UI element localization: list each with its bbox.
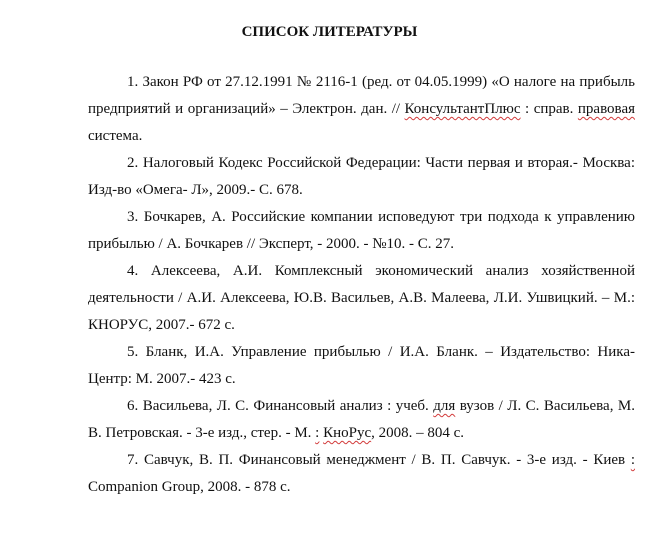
reference-item [88, 204, 635, 258]
reference-text: : справ. [520, 101, 578, 117]
reference-text: 3. Бочкарев, А. Российские компании исповедуют три подхода к управлению прибылью / А. Бочкарев // Эксперт, - 2000. - №10. - С. 27. [88, 209, 635, 252]
reference-item [88, 69, 635, 150]
reference-item [88, 393, 635, 447]
spellcheck-flagged-text: КонсультантПлюс [404, 101, 521, 117]
reference-text: 4. Алексеева, А.И. Комплексный экономический анализ хозяйственной деятельности / А.И. Алексеева, Ю.В. Васильев, А.В. Малеева, Л.И. Ушвицкий. – М.: КНОРУС, 2007.- 672 с. [88, 263, 635, 333]
spellcheck-flagged-text: : [630, 452, 635, 468]
reference-text: 7. Савчук, В. П. Финансовый менеджмент / В. П. Савчук. - 3-е изд. - Киев [127, 452, 631, 468]
spellcheck-flagged-text: КноРус [323, 425, 372, 441]
reference-item [88, 339, 635, 393]
reference-text: 1. Закон РФ от 27.12.1991 № 2116-1 (ред. от 04.05.1999) «О налоге на прибыль предприятий и организаций» – Электрон. дан. // [88, 74, 635, 117]
reference-list [88, 69, 635, 501]
reference-text: Companion Group, 2008. - 878 с. [88, 479, 291, 495]
reference-text: 2. Налоговый Кодекс Российской Федерации: Части первая и вторая.- Москва: Изд-во «Омега- Л», 2009.- С. 678. [88, 155, 635, 198]
reference-text: , 2008. – 804 с. [371, 425, 465, 441]
reference-text: вузов / Л. С. Васильева, М. В. Петровская. - 3-е изд., стер. - М. [88, 398, 635, 441]
reference-text: 6. Васильева, Л. С. Финансовый анализ : учеб. [127, 398, 434, 414]
reference-item [88, 258, 635, 339]
reference-text: 5. Бланк, И.А. Управление прибылью / И.А. Бланк. – Издательство: Ника-Центр: М. 2007.- 423 с. [88, 344, 635, 387]
reference-text: система. [88, 128, 143, 144]
reference-item [88, 447, 635, 501]
reference-item [88, 150, 635, 204]
spellcheck-flagged-text: для [433, 398, 456, 414]
spellcheck-flagged-text: правовая [577, 101, 635, 117]
page-title: СПИСОК ЛИТЕРАТУРЫ [241, 24, 418, 40]
spellcheck-flagged-text: : [315, 425, 320, 441]
